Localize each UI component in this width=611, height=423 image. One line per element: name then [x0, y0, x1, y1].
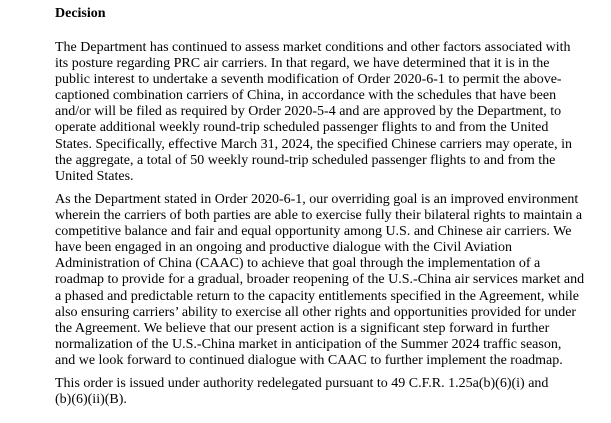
paragraph-line: public interest to undertake a seventh modification of Order 2020-6-1 to permit the above- — [55, 72, 562, 88]
paragraph-line: operate additional weekly round-trip scheduled passenger flights to and from the United — [55, 120, 549, 136]
paragraph-line: The Department has continued to assess market conditions and other factors associated with — [55, 40, 571, 55]
paragraph-line: captioned combination carriers of China, in accordance with the schedules that have been — [55, 88, 557, 104]
paragraph-goal-statement — [55, 192, 603, 369]
paragraph-line: (b)(6)(ii)(B). — [55, 392, 127, 408]
paragraph-line: and we look forward to continued dialogue with CAAC to further implement the roadmap. — [55, 352, 563, 368]
paragraph-line: normalization of the U.S.-China market in anticipation of the Summer 2024 traffic season, — [55, 336, 562, 352]
paragraph-line: a phased and predictable return to the capacity entitlements specified in the Agreement, while — [55, 288, 580, 304]
paragraph-line: and/or will be filed as required by Order 2020-5-4 and are approved by the Department, to — [55, 104, 562, 120]
paragraph-line: competitive balance and fair and equal opportunity among U.S. and Chinese air carriers. We — [55, 224, 572, 240]
paragraph-decision-summary — [55, 40, 603, 185]
paragraph-line: have been engaged in an ongoing and productive dialogue with the Civil Aviation — [55, 240, 512, 256]
paragraph-line: United States. — [55, 168, 134, 184]
paragraph-authority — [55, 376, 603, 408]
paragraph-line: Administration of China (CAAC) to achieve that goal through the implementation of a — [55, 256, 541, 272]
paragraph-line: wherein the carriers of both parties are able to exercise fully their bilateral rights to maintain a — [55, 208, 583, 224]
paragraph-line: the aggregate, a total of 50 weekly round-trip scheduled passenger flights to and from the — [55, 152, 556, 168]
section-heading: Decision — [55, 6, 106, 21]
paragraph-line: the Agreement. We believe that our present action is a significant step forward in further — [55, 320, 550, 336]
paragraph-line: States. Specifically, effective March 31, 2024, the specified Chinese carriers may operate, in — [55, 136, 573, 152]
paragraph-line: also ensuring carriers’ ability to exercise all other rights and opportunities provided for under — [55, 304, 577, 320]
paragraph-line: As the Department stated in Order 2020-6-1, our overriding goal is an improved environment — [55, 192, 579, 207]
paragraph-line: This order is issued under authority redelegated pursuant to 49 C.F.R. 1.25a(b)(6)(i) and — [55, 376, 549, 391]
paragraph-line: its posture regarding PRC air carriers. In that regard, we have determined that it is in the — [55, 56, 550, 72]
paragraph-line: roadmap to provide for a gradual, broader reopening of the U.S.-China air services market and — [55, 272, 585, 288]
